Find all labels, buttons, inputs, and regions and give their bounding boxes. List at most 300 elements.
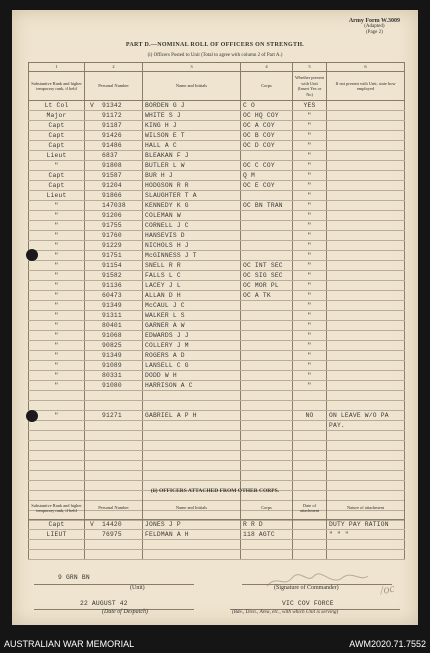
present-cell: " bbox=[293, 291, 327, 301]
column-header: Substantive Rank and higher temporary rank, if held bbox=[29, 72, 85, 101]
employed-cell bbox=[327, 111, 405, 121]
personal-number: 91760 bbox=[102, 232, 122, 239]
column-header: Whether present with Unit (Insert Yes or No) bbox=[293, 72, 327, 101]
personal-number-cell bbox=[85, 381, 143, 391]
rank-cell: " bbox=[29, 261, 85, 271]
personal-number-cell bbox=[85, 311, 143, 321]
corps-cell: OC D COY bbox=[241, 141, 293, 151]
present-cell bbox=[293, 441, 327, 451]
corps-cell: OC E COY bbox=[241, 181, 293, 191]
table-row bbox=[29, 241, 405, 251]
form-number: Army Form W.3009 bbox=[348, 18, 400, 24]
table-row bbox=[29, 421, 405, 431]
table-row bbox=[29, 441, 405, 451]
column-number: 5 bbox=[293, 63, 327, 72]
table-row bbox=[29, 361, 405, 371]
officers-attached-table bbox=[28, 497, 405, 560]
table-row bbox=[29, 341, 405, 351]
personal-number-cell bbox=[85, 221, 143, 231]
corps-cell bbox=[241, 441, 293, 451]
table-row bbox=[29, 231, 405, 241]
rank-cell: Lieut bbox=[29, 151, 85, 161]
employed-cell bbox=[327, 161, 405, 171]
dispatch-label: (Date of Despatch) bbox=[102, 609, 148, 615]
formation-label: (Bde., Divn., Area, etc., with which Unit is serving) bbox=[232, 609, 339, 615]
personal-number-cell bbox=[85, 261, 143, 271]
personal-number: 91229 bbox=[102, 242, 122, 249]
corps-cell bbox=[241, 331, 293, 341]
table-row bbox=[29, 121, 405, 131]
corps-cell bbox=[241, 471, 293, 481]
name-cell: BUTLER L W bbox=[143, 161, 241, 171]
corps-cell bbox=[241, 391, 293, 401]
table-row bbox=[29, 431, 405, 441]
corps-cell: OC B COY bbox=[241, 131, 293, 141]
present-cell: " bbox=[293, 241, 327, 251]
rank-cell: " bbox=[29, 371, 85, 381]
table-row bbox=[29, 371, 405, 381]
personal-number: 80331 bbox=[102, 372, 122, 379]
name-cell: KING H J bbox=[143, 121, 241, 131]
name-cell: EDWARDS J J bbox=[143, 331, 241, 341]
employed-cell bbox=[327, 171, 405, 181]
present-cell: " bbox=[293, 311, 327, 321]
personal-number-cell bbox=[85, 431, 143, 441]
name-cell: FALLS L C bbox=[143, 271, 241, 281]
corps-cell bbox=[241, 191, 293, 201]
personal-number: 91206 bbox=[102, 212, 122, 219]
present-cell bbox=[293, 451, 327, 461]
corps-cell bbox=[241, 411, 293, 421]
employed-cell: ON LEAVE W/O PA bbox=[327, 411, 405, 421]
unit-label: (Unit) bbox=[130, 585, 145, 591]
name-cell: LANSELL C G bbox=[143, 361, 241, 371]
table-row bbox=[29, 281, 405, 291]
personal-number-cell bbox=[85, 281, 143, 291]
personal-number-cell bbox=[85, 301, 143, 311]
personal-number: 91349 bbox=[102, 352, 122, 359]
column-header: Name and Initials bbox=[143, 72, 241, 101]
rank-cell: " bbox=[29, 331, 85, 341]
employed-cell bbox=[327, 211, 405, 221]
personal-number-cell bbox=[85, 520, 143, 530]
personal-number: 147038 bbox=[102, 202, 126, 209]
name-cell: SNELL R R bbox=[143, 261, 241, 271]
employed-cell bbox=[327, 221, 405, 231]
column-header: If not present with Unit, state how employed bbox=[327, 72, 405, 101]
employed-cell bbox=[327, 371, 405, 381]
column-number: 3 bbox=[143, 63, 241, 72]
present-cell bbox=[293, 461, 327, 471]
table-row bbox=[29, 471, 405, 481]
table-row bbox=[29, 520, 405, 530]
table-row bbox=[29, 351, 405, 361]
employed-cell bbox=[327, 181, 405, 191]
table-row bbox=[29, 191, 405, 201]
employed-cell bbox=[327, 351, 405, 361]
rank-cell bbox=[29, 540, 85, 550]
personal-number: 91866 bbox=[102, 192, 122, 199]
name-cell: BORDEN G J bbox=[143, 101, 241, 111]
personal-number-cell bbox=[85, 540, 143, 550]
table-row bbox=[29, 131, 405, 141]
name-cell bbox=[143, 401, 241, 411]
column-header: Personal Number bbox=[85, 72, 143, 101]
employed-cell bbox=[327, 141, 405, 151]
personal-number-cell bbox=[85, 441, 143, 451]
table-row bbox=[29, 461, 405, 471]
table-row bbox=[29, 111, 405, 121]
rank-cell: Major bbox=[29, 111, 85, 121]
personal-number-cell bbox=[85, 421, 143, 431]
personal-number-cell bbox=[85, 131, 143, 141]
rank-cell: Capt bbox=[29, 171, 85, 181]
present-cell: YES bbox=[293, 101, 327, 111]
table-row bbox=[29, 530, 405, 540]
table-row bbox=[29, 151, 405, 161]
present-cell: " bbox=[293, 111, 327, 121]
rank-cell: " bbox=[29, 311, 85, 321]
rank-cell: Capt bbox=[29, 520, 85, 530]
rank-cell: LIEUT bbox=[29, 530, 85, 540]
present-cell: " bbox=[293, 261, 327, 271]
personal-number: 91755 bbox=[102, 222, 122, 229]
table-row bbox=[29, 271, 405, 281]
column-header: Nature of attachment bbox=[327, 497, 405, 520]
corps-cell: OC MOR PL bbox=[241, 281, 293, 291]
present-cell: " bbox=[293, 351, 327, 361]
archive-caption bbox=[0, 628, 430, 653]
header-row bbox=[29, 497, 405, 520]
table-row bbox=[29, 311, 405, 321]
personal-number: 91187 bbox=[102, 122, 122, 129]
corps-cell bbox=[241, 351, 293, 361]
employed-cell bbox=[327, 151, 405, 161]
name-cell: JONES J P bbox=[143, 520, 241, 530]
corps-cell bbox=[241, 431, 293, 441]
corps-cell bbox=[241, 221, 293, 231]
employed-cell bbox=[327, 131, 405, 141]
corps-cell bbox=[241, 401, 293, 411]
rank-cell: Capt bbox=[29, 131, 85, 141]
personal-number: 91204 bbox=[102, 182, 122, 189]
attached-title: (ii) OFFICERS ATTACHED FROM OTHER CORPS. bbox=[150, 488, 280, 494]
name-cell: LACEY J L bbox=[143, 281, 241, 291]
personal-number: 91342 bbox=[102, 102, 122, 109]
pencil-mark: /oc bbox=[378, 580, 396, 598]
present-cell: " bbox=[293, 231, 327, 241]
corps-cell bbox=[241, 151, 293, 161]
corps-cell bbox=[241, 540, 293, 550]
present-cell: " bbox=[293, 371, 327, 381]
name-cell: WALKER L S bbox=[143, 311, 241, 321]
table-row bbox=[29, 401, 405, 411]
dispatch-value: 22 AUGUST 42 bbox=[80, 600, 128, 607]
column-number: 2 bbox=[85, 63, 143, 72]
personal-number: 91080 bbox=[102, 382, 122, 389]
table-row bbox=[29, 201, 405, 211]
corps-cell: Q M bbox=[241, 171, 293, 181]
personal-number-cell bbox=[85, 151, 143, 161]
personal-number-cell bbox=[85, 321, 143, 331]
corps-cell: OC A TK bbox=[241, 291, 293, 301]
personal-number-cell bbox=[85, 391, 143, 401]
corps-cell bbox=[241, 381, 293, 391]
corps-cell bbox=[241, 451, 293, 461]
table-row bbox=[29, 261, 405, 271]
table-row bbox=[29, 101, 405, 111]
table-row bbox=[29, 331, 405, 341]
present-cell: " bbox=[293, 171, 327, 181]
corps-cell bbox=[241, 371, 293, 381]
table-row bbox=[29, 141, 405, 151]
nature-cell bbox=[327, 540, 405, 550]
rank-cell: " bbox=[29, 231, 85, 241]
name-cell: HODGSON R R bbox=[143, 181, 241, 191]
personal-number: 90825 bbox=[102, 342, 122, 349]
form-page bbox=[12, 10, 418, 625]
corps-cell bbox=[241, 311, 293, 321]
personal-number-cell bbox=[85, 121, 143, 131]
corps-cell: C O bbox=[241, 101, 293, 111]
rank-cell: " bbox=[29, 411, 85, 421]
column-header: Date of attachment bbox=[293, 497, 327, 520]
personal-number: 91751 bbox=[102, 252, 122, 259]
personal-number: 14420 bbox=[102, 521, 122, 528]
employed-cell bbox=[327, 331, 405, 341]
name-cell: NICHOLS H J bbox=[143, 241, 241, 251]
table-row bbox=[29, 381, 405, 391]
name-cell: COLEMAN W bbox=[143, 211, 241, 221]
present-cell: " bbox=[293, 161, 327, 171]
table-row bbox=[29, 251, 405, 261]
name-cell: SLAUGHTER T A bbox=[143, 191, 241, 201]
personal-number-cell bbox=[85, 341, 143, 351]
column-header: Substantive Rank and higher temporary rank, if held bbox=[29, 497, 85, 520]
corps-cell: OC HQ COY bbox=[241, 111, 293, 121]
employed-cell bbox=[327, 231, 405, 241]
corps-cell bbox=[241, 361, 293, 371]
personal-number: 91172 bbox=[102, 112, 122, 119]
table-row bbox=[29, 321, 405, 331]
rank-cell: " bbox=[29, 201, 85, 211]
archive-name: AUSTRALIAN WAR MEMORIAL bbox=[4, 639, 135, 649]
employed-cell bbox=[327, 341, 405, 351]
punch-hole-bottom bbox=[26, 410, 38, 422]
employed-cell bbox=[327, 121, 405, 131]
rank-cell: Capt bbox=[29, 121, 85, 131]
rank-cell bbox=[29, 550, 85, 560]
rank-cell: " bbox=[29, 361, 85, 371]
employed-cell: PAY. bbox=[327, 421, 405, 431]
employed-cell bbox=[327, 321, 405, 331]
present-cell bbox=[293, 391, 327, 401]
present-cell: " bbox=[293, 331, 327, 341]
corps-cell bbox=[241, 321, 293, 331]
rank-cell bbox=[29, 421, 85, 431]
personal-number: 91587 bbox=[102, 172, 122, 179]
table-row bbox=[29, 291, 405, 301]
column-number-row bbox=[29, 63, 405, 72]
rank-cell: " bbox=[29, 321, 85, 331]
present-cell: " bbox=[293, 321, 327, 331]
veteran-mark: V bbox=[90, 521, 94, 528]
employed-cell bbox=[327, 281, 405, 291]
present-cell: " bbox=[293, 211, 327, 221]
name-cell bbox=[143, 441, 241, 451]
personal-number: 91426 bbox=[102, 132, 122, 139]
personal-number-cell bbox=[85, 351, 143, 361]
name-cell: BUR H J bbox=[143, 171, 241, 181]
punch-hole-top bbox=[26, 249, 38, 261]
date-cell bbox=[293, 540, 327, 550]
name-cell: WILSON E T bbox=[143, 131, 241, 141]
corps-cell: 118 AGTC bbox=[241, 530, 293, 540]
corps-cell: OC BN TRAN bbox=[241, 201, 293, 211]
nature-cell: " " " bbox=[327, 530, 405, 540]
present-cell bbox=[293, 401, 327, 411]
present-cell: " bbox=[293, 361, 327, 371]
name-cell: BLEAKAN F J bbox=[143, 151, 241, 161]
column-number: 4 bbox=[241, 63, 293, 72]
personal-number-cell bbox=[85, 231, 143, 241]
personal-number-cell bbox=[85, 291, 143, 301]
corps-cell bbox=[241, 251, 293, 261]
employed-cell bbox=[327, 301, 405, 311]
personal-number-cell bbox=[85, 401, 143, 411]
employed-cell bbox=[327, 381, 405, 391]
name-cell: HANSEVIS D bbox=[143, 231, 241, 241]
rank-cell: " bbox=[29, 381, 85, 391]
table-row bbox=[29, 181, 405, 191]
name-cell: GABRIEL A P H bbox=[143, 411, 241, 421]
rank-cell bbox=[29, 451, 85, 461]
personal-number-cell bbox=[85, 451, 143, 461]
present-cell: " bbox=[293, 121, 327, 131]
name-cell: HALL A C bbox=[143, 141, 241, 151]
personal-number: 91486 bbox=[102, 142, 122, 149]
officers-posted-table bbox=[28, 62, 405, 521]
corps-cell: R R D bbox=[241, 520, 293, 530]
present-cell bbox=[293, 431, 327, 441]
employed-cell bbox=[327, 471, 405, 481]
header-row bbox=[29, 72, 405, 101]
personal-number: 91154 bbox=[102, 262, 122, 269]
name-cell bbox=[143, 421, 241, 431]
name-cell: WHITE S J bbox=[143, 111, 241, 121]
name-cell bbox=[143, 471, 241, 481]
employed-cell bbox=[327, 401, 405, 411]
corps-cell bbox=[241, 301, 293, 311]
employed-cell bbox=[327, 101, 405, 111]
present-cell: " bbox=[293, 201, 327, 211]
part-d-title: PART D.—NOMINAL ROLL OF OFFICERS ON STRENGTH. bbox=[125, 42, 305, 48]
veteran-mark: V bbox=[90, 102, 94, 109]
archive-reference: AWM2020.71.7552 bbox=[349, 639, 426, 649]
form-adapted: (Adapted) bbox=[364, 24, 385, 29]
employed-cell bbox=[327, 241, 405, 251]
name-cell: McGINNESS J T bbox=[143, 251, 241, 261]
employed-cell bbox=[327, 391, 405, 401]
personal-number-cell bbox=[85, 171, 143, 181]
employed-cell bbox=[327, 441, 405, 451]
personal-number-cell bbox=[85, 101, 143, 111]
personal-number: 76975 bbox=[102, 531, 122, 538]
personal-number-cell bbox=[85, 471, 143, 481]
personal-number: 91136 bbox=[102, 282, 122, 289]
name-cell: DODD W H bbox=[143, 371, 241, 381]
table-row bbox=[29, 540, 405, 550]
rank-cell: " bbox=[29, 251, 85, 261]
rank-cell: " bbox=[29, 161, 85, 171]
corps-cell bbox=[241, 421, 293, 431]
column-header: Corps bbox=[241, 497, 293, 520]
table-row bbox=[29, 211, 405, 221]
rank-cell: " bbox=[29, 291, 85, 301]
present-cell bbox=[293, 421, 327, 431]
rank-cell bbox=[29, 471, 85, 481]
commander-label: (Signature of Commander) bbox=[274, 585, 339, 591]
rank-cell: " bbox=[29, 221, 85, 231]
present-cell: " bbox=[293, 181, 327, 191]
rank-cell bbox=[29, 441, 85, 451]
rank-cell: " bbox=[29, 341, 85, 351]
corps-cell bbox=[241, 211, 293, 221]
personal-number: 80401 bbox=[102, 322, 122, 329]
rank-cell: " bbox=[29, 211, 85, 221]
corps-cell bbox=[241, 341, 293, 351]
personal-number: 91582 bbox=[102, 272, 122, 279]
corps-cell: OC INT SEC bbox=[241, 261, 293, 271]
unit-value: 9 GRN BN bbox=[58, 574, 90, 581]
name-cell: ROGERS A D bbox=[143, 351, 241, 361]
name-cell: McCAUL J C bbox=[143, 301, 241, 311]
personal-number: 91271 bbox=[102, 412, 122, 419]
table-row bbox=[29, 391, 405, 401]
personal-number-cell bbox=[85, 191, 143, 201]
form-page-number: (Page 2) bbox=[366, 30, 383, 35]
name-cell: CORNELL J C bbox=[143, 221, 241, 231]
personal-number-cell bbox=[85, 161, 143, 171]
personal-number: 60473 bbox=[102, 292, 122, 299]
personal-number-cell bbox=[85, 271, 143, 281]
rank-cell bbox=[29, 391, 85, 401]
name-cell: ALLAN D H bbox=[143, 291, 241, 301]
name-cell: COLLERY J M bbox=[143, 341, 241, 351]
table-row bbox=[29, 451, 405, 461]
nature-cell bbox=[327, 550, 405, 560]
column-number: 1 bbox=[29, 63, 85, 72]
employed-cell bbox=[327, 431, 405, 441]
personal-number-cell bbox=[85, 241, 143, 251]
present-cell: " bbox=[293, 281, 327, 291]
table-row bbox=[29, 171, 405, 181]
employed-cell bbox=[327, 461, 405, 471]
name-cell bbox=[143, 540, 241, 550]
name-cell bbox=[143, 451, 241, 461]
employed-cell bbox=[327, 271, 405, 281]
personal-number-cell bbox=[85, 211, 143, 221]
personal-number-cell bbox=[85, 251, 143, 261]
date-cell bbox=[293, 520, 327, 530]
present-cell: " bbox=[293, 141, 327, 151]
present-cell: " bbox=[293, 251, 327, 261]
personal-number: 6837 bbox=[102, 152, 118, 159]
name-cell bbox=[143, 461, 241, 471]
present-cell: " bbox=[293, 221, 327, 231]
present-cell: " bbox=[293, 341, 327, 351]
personal-number: 91311 bbox=[102, 312, 122, 319]
